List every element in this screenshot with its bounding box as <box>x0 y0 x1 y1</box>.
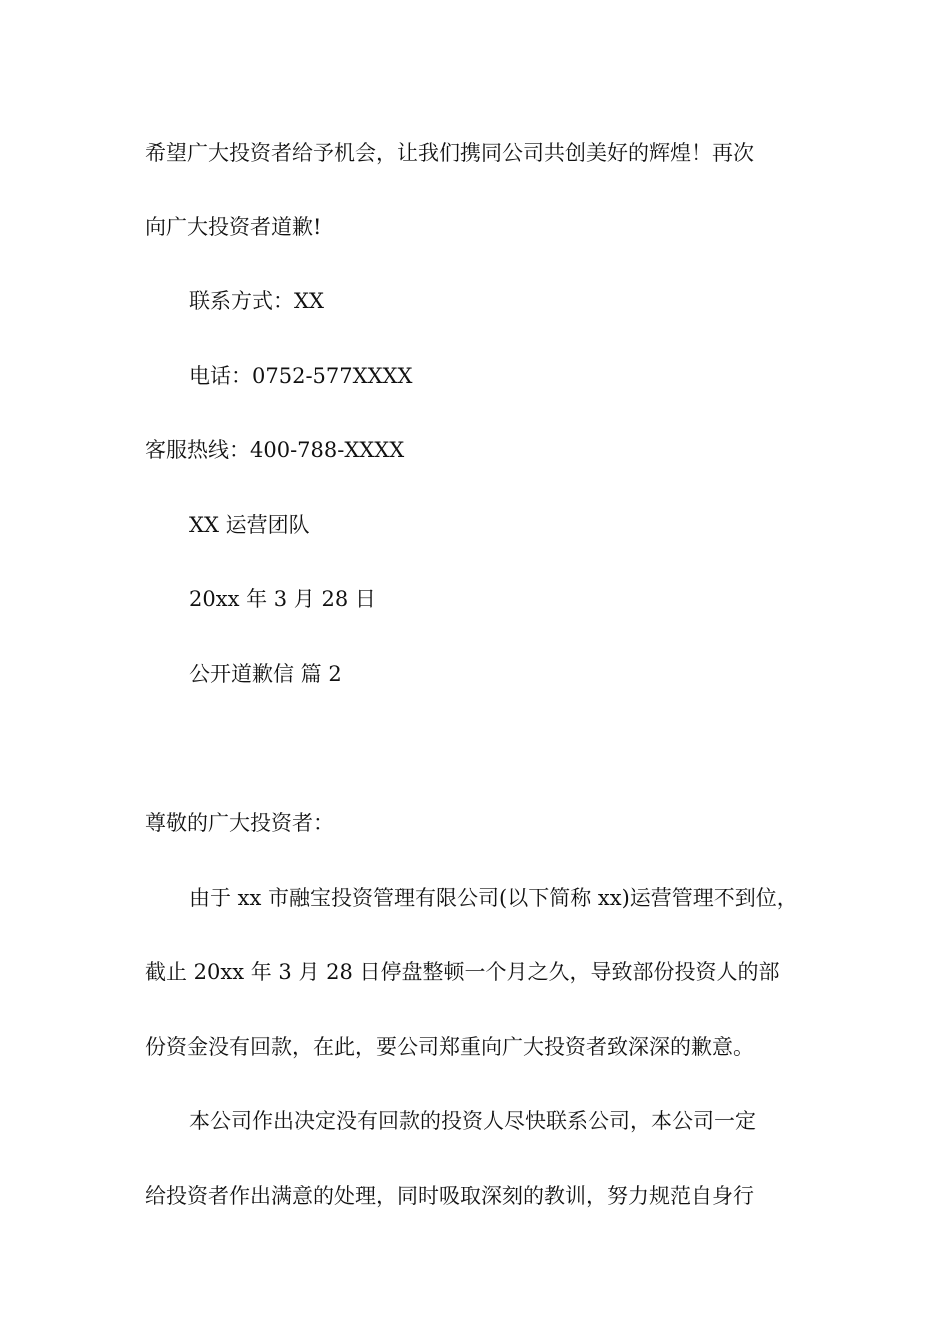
section-title: 公开道歉信 篇 2 <box>189 662 342 686</box>
body-text-line: 本公司作出决定没有回款的投资人尽快联系公司，本公司一定 <box>189 1109 756 1133</box>
signature-team: XX 运营团队 <box>189 513 310 537</box>
salutation: 尊敬的广大投资者： <box>145 811 334 835</box>
phone-line: 电话：0752-577XXXX <box>189 364 413 388</box>
body-text-line: 份资金没有回款，在此，要公司郑重向广大投资者致深深的歉意。 <box>145 1035 754 1059</box>
body-text-line: 截止 20xx 年 3 月 28 日停盘整顿一个月之久，导致部份投资人的部 <box>145 960 780 984</box>
signature-date: 20xx 年 3 月 28 日 <box>189 587 376 611</box>
contact-line: 联系方式：XX <box>189 289 324 313</box>
body-text-line: 向广大投资者道歉! <box>145 215 322 239</box>
body-text-line: 给投资者作出满意的处理，同时吸取深刻的教训，努力规范自身行 <box>145 1184 754 1208</box>
hotline-line: 客服热线：400-788-XXXX <box>145 438 405 462</box>
body-text-line: 希望广大投资者给予机会，让我们携同公司共创美好的辉煌！再次 <box>145 141 754 165</box>
body-text-line: 由于 xx 市融宝投资管理有限公司(以下简称 xx)运营管理不到位， <box>189 886 798 910</box>
